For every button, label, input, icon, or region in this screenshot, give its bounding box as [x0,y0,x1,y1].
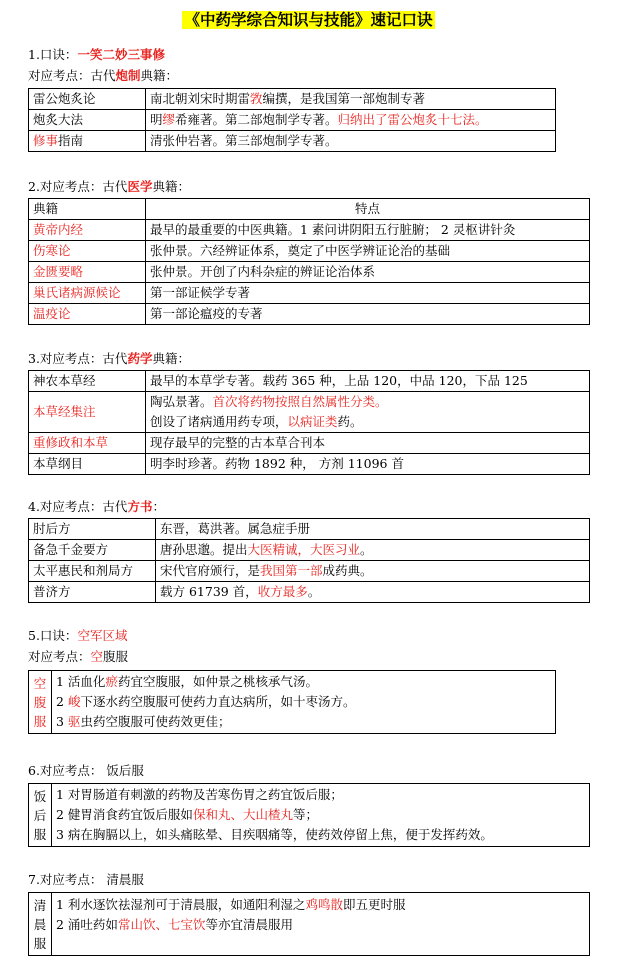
side-label: 清 晨 服 [29,893,52,956]
list-item: 2 峻下逐水药空腹服可使药力直达病所，如十枣汤方。 [56,694,356,709]
table-row: 重修政和本草 现存最早的完整的古本草合刊本 [29,433,590,454]
section-1-mnemonic: 1.口诀：一笑二妙三事修 [28,47,165,62]
side-label: 空 腹 服 [29,671,52,734]
table-row: 修事指南 清张仲岩著。第三部炮制学专著。 [29,131,556,152]
formula-books-table [28,518,590,603]
empty-stomach-table [28,670,556,734]
table-row: 炮炙大法 明缪希雍著。第二部炮制学专著。归纳出了雷公炮炙十七法。 [29,110,556,131]
pharmacy-classics-table [28,370,590,475]
table-row: 黄帝内经 最早的最重要的中医典籍。1 素问讲阴阳五行脏腑； 2 灵枢讲针灸 [29,220,590,241]
table-row: 温疫论 第一部论瘟疫的专著 [29,304,590,325]
table-row: 本草纲目 明李时珍著。药物 1892 种， 方剂 11096 首 [29,454,590,475]
table-row: 巢氏诸病源候论 第一部证候学专著 [29,283,590,304]
processing-classics-table [28,88,556,152]
section-1-heading: 对应考点：古代炮制典籍： [28,68,179,83]
page-title: 《中药学综合知识与技能》速记口诀 [184,11,433,29]
section-6-heading: 6.对应考点： 饭后服 [28,763,144,778]
list-item: 1 活血化瘀药宜空腹服，如仲景之桃核承气汤。 [56,674,318,689]
table-row: 本草经集注 陶弘景著。首次将药物按照自然属性分类。 创设了诸病通用药专项，以病证类药。 [29,392,590,433]
table-row: 神农本草经 最早的本草学专著。载药 365 种，上品 120，中品 120，下品 125 [29,371,590,392]
table-row: 伤寒论 张仲景。六经辨证体系，奠定了中医学辨证论治的基础 [29,241,590,262]
list-item: 1 利水逐饮祛湿剂可于清晨服，如通阳利湿之鸡鸣散即五更时服 [56,897,406,912]
table-row: 备急千金要方 唐孙思邈。提出大医精诚，大医习业。 [29,540,590,561]
table-row: 肘后方 东晋，葛洪著。属急症手册 [29,519,590,540]
table-row [29,893,590,956]
section-3-heading: 3.对应考点：古代药学典籍： [28,351,190,366]
table-row: 雷公炮炙论 南北朝刘宋时期雷敩编撰，是我国第一部炮制专著 [29,89,556,110]
morning-table [28,892,590,956]
section-5-heading: 对应考点：空腹服 [28,649,129,664]
table-header-row: 典籍 特点 [29,199,590,220]
table-row [29,671,556,734]
table-row: 太平惠民和剂局方 宋代官府颁行，是我国第一部成药典。 [29,561,590,582]
list-item: 3 病在胸膈以上，如头痛眩晕、目疾咽痛等，使药效停留上焦，便于发挥药效。 [56,827,493,842]
table-row [29,784,590,847]
section-2-heading: 2.对应考点：古代医学典籍： [28,179,190,194]
list-item: 2 健胃消食药宜饭后服如保和丸、大山楂丸等； [56,807,318,822]
table-row: 金匮要略 张仲景。开创了内科杂症的辨证论治体系 [29,262,590,283]
section-5-mnemonic: 5.口诀：空军区域 [28,628,128,643]
medical-classics-table [28,198,590,325]
side-label: 饭 后 服 [29,784,52,847]
list-item: 3 驱虫药空腹服可使药效更佳； [56,714,231,729]
after-meal-table [28,783,590,847]
section-4-heading: 4.对应考点：古代方书： [28,499,165,514]
section-7-heading: 7.对应考点： 清晨服 [28,872,144,887]
list-item: 1 对胃肠道有刺激的药物及苦寒伤胃之药宜饭后服； [56,787,343,802]
list-item: 2 涌吐药如常山饮、七宝饮等亦宜清晨服用 [56,917,293,932]
table-row: 普济方 载方 61739 首，收方最多。 [29,582,590,603]
